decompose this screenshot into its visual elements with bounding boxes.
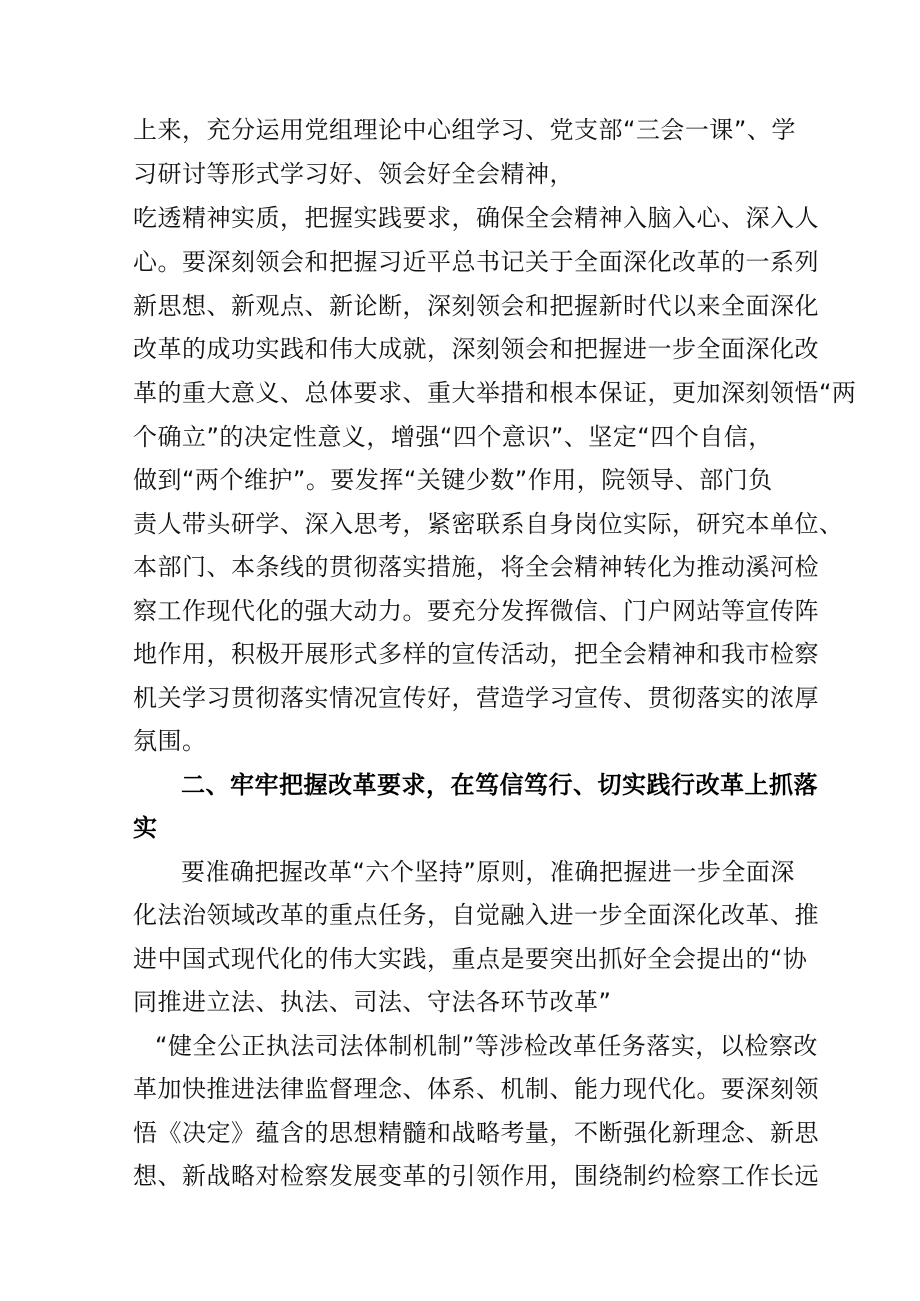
text-line: 做到“两个维护”。要发挥“关键少数”作用，院领导、部门负 bbox=[133, 466, 773, 494]
text-line: 地作用，积极开展形式多样的宣传活动，把全会精神和我市检察 bbox=[133, 640, 819, 668]
text-line: 新思想、新观点、新论断，深刻领会和把握新时代以来全面深化 bbox=[133, 292, 819, 320]
text-line: 想、新战略对检察发展变革的引领作用，围绕制约检察工作长远 bbox=[133, 1162, 819, 1190]
text-line: 心。要深刻领会和把握习近平总书记关于全面深化改革的一系列 bbox=[133, 248, 819, 276]
text-line: 本部门、本条线的贯彻落实措施，将全会精神转化为推动溪河检 bbox=[133, 553, 819, 581]
text-line: 革加快推进法律监督理念、体系、机制、能力现代化。要深刻领 bbox=[133, 1075, 819, 1103]
text-line: 习研讨等形式学习好、领会好全会精神， bbox=[133, 160, 574, 188]
text-line: 化法治领域改革的重点任务，自觉融入进一步全面深化改革、推 bbox=[133, 901, 819, 929]
text-line: “健全公正执法司法体制机制”等涉检改革任务落实，以检察改 bbox=[155, 1032, 818, 1060]
text-line: 个确立”的决定性意义，增强“四个意识”、坚定“四个自信， bbox=[133, 423, 773, 451]
text-line: 同推进立法、执法、司法、守法各环节改革” bbox=[133, 988, 612, 1016]
text-line: 进中国式现代化的伟大实践，重点是要突出抓好全会提出的“协 bbox=[133, 945, 808, 973]
text-line: 悟《决定》蕴含的思想精髓和战略考量，不断强化新理念、新思 bbox=[133, 1119, 819, 1147]
text-line: 吃透精神实质，把握实践要求，确保全会精神入脑入心、深入人 bbox=[133, 204, 819, 232]
text-line: 改革的成功实践和伟大成就，深刻领会和把握进一步全面深化改 bbox=[133, 335, 819, 363]
text-line: 机关学习贯彻落实情况宣传好，营造学习宣传、贯彻落实的浓厚 bbox=[133, 684, 819, 712]
section-heading: 二、牢牢把握改革要求，在笃信笃行、切实践行改革上抓落 bbox=[181, 771, 818, 799]
section-heading-continued: 实 bbox=[133, 814, 158, 842]
text-line: 责人带头研学、深入思考，紧密联系自身岗位实际，研究本单位、 bbox=[133, 510, 844, 538]
text-line: 察工作现代化的强大动力。要充分发挥微信、门户网站等宣传阵 bbox=[133, 597, 819, 625]
text-line: 上来，充分运用党组理论中心组学习、党支部“三会一课”、学 bbox=[133, 116, 796, 144]
text-line: 革的重大意义、总体要求、重大举措和根本保证，更加深刻领悟“两 bbox=[133, 379, 857, 407]
text-line: 要准确把握改革“六个坚持”原则，准确把握进一步全面深 bbox=[181, 858, 795, 886]
text-line: 氛围。 bbox=[133, 727, 207, 755]
